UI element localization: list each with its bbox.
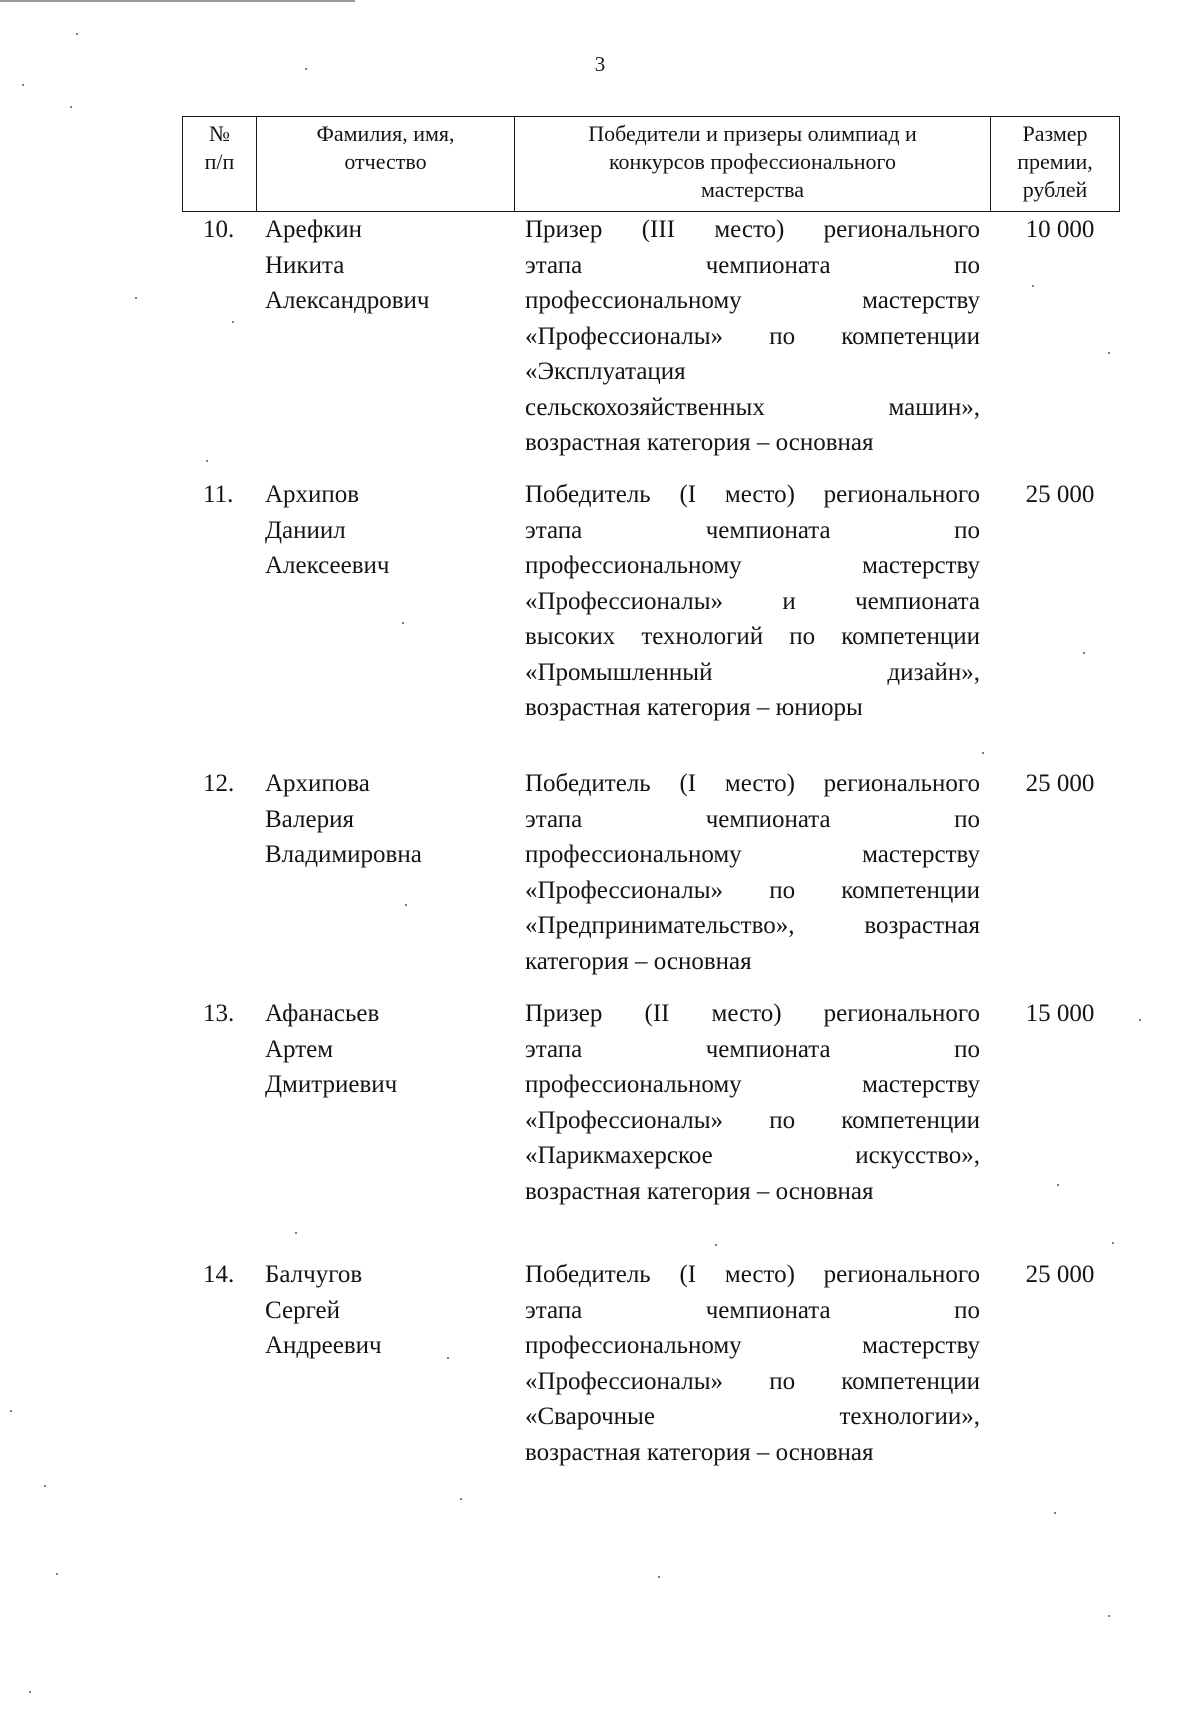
description-line: «Профессионалы» по компетенции xyxy=(525,322,980,350)
description-line: «Профессионалы» и чемпионата xyxy=(525,587,980,615)
header-cell-number xyxy=(183,117,257,212)
row-full-name xyxy=(265,477,505,584)
description-line: профессиональному мастерству xyxy=(525,552,980,579)
description-line: профессиональному мастерству xyxy=(525,287,980,314)
scan-speck xyxy=(295,1232,297,1234)
description-line: сельскохозяйственных машин», xyxy=(525,393,980,421)
header-text-line: конкурсов профессионального xyxy=(608,149,896,174)
row-description xyxy=(525,996,980,1209)
scan-speck xyxy=(70,106,72,108)
row-description xyxy=(525,477,980,726)
header-text-line: отчество xyxy=(344,149,427,174)
scan-edge-line xyxy=(0,0,355,2)
first-name: Артем xyxy=(265,1035,334,1063)
description-line: «Сварочные технологии», xyxy=(525,1403,980,1430)
description-line: «Профессионалы» по компетенции xyxy=(525,1367,980,1395)
description-line: возрастная категория – основная xyxy=(525,429,874,456)
scan-speck xyxy=(715,1244,717,1246)
description-line: профессиональному мастерству xyxy=(525,1332,980,1359)
header-text-line: мастерства xyxy=(701,177,804,202)
description-line: Победитель (I место) регионального xyxy=(525,770,980,797)
description-line: Победитель (I место) регионального xyxy=(525,1261,980,1288)
first-name: Валерия xyxy=(265,805,354,833)
description-line: «Профессионалы» по компетенции xyxy=(525,1106,980,1134)
scan-speck xyxy=(1108,352,1110,354)
scan-speck xyxy=(402,622,404,624)
first-name: Никита xyxy=(265,251,345,279)
description-line: возрастная категория – юниоры xyxy=(525,694,863,721)
header-text-line: Фамилия, имя, xyxy=(316,121,455,146)
description-line: Победитель (I место) регионального xyxy=(525,481,980,508)
header-text-line: п/п xyxy=(204,149,235,174)
description-line: Призер (II место) регионального xyxy=(525,1000,980,1027)
scan-speck xyxy=(1057,1184,1059,1186)
description-line: этапа чемпионата по xyxy=(525,805,980,833)
surname: Балчугов xyxy=(265,1261,363,1288)
scan-speck xyxy=(22,84,24,86)
row-amount: 25 000 xyxy=(1025,770,1095,797)
description-line: «Профессионалы» по компетенции xyxy=(525,876,980,904)
row-full-name xyxy=(265,996,505,1103)
surname: Афанасьев xyxy=(265,1000,380,1027)
patronymic: Андреевич xyxy=(265,1332,382,1359)
surname: Арефкин xyxy=(265,216,363,243)
scan-speck xyxy=(982,752,984,754)
description-line: этапа чемпионата по xyxy=(525,516,980,544)
header-cell-name xyxy=(257,117,515,212)
scan-speck xyxy=(135,297,137,299)
description-line: этапа чемпионата по xyxy=(525,1035,980,1063)
header-cell-amount xyxy=(991,117,1120,212)
description-line: категория – основная xyxy=(525,947,752,975)
row-number: 12. xyxy=(203,770,235,797)
row-description xyxy=(525,212,980,461)
scan-speck xyxy=(658,1576,660,1578)
description-line: Призер (III место) регионального xyxy=(525,216,980,243)
first-name: Сергей xyxy=(265,1296,340,1324)
header-text-line: Размер xyxy=(1022,121,1088,146)
scan-speck xyxy=(1139,1019,1141,1021)
row-amount: 15 000 xyxy=(1025,1000,1095,1027)
scan-speck xyxy=(232,321,234,323)
row-number: 13. xyxy=(203,1000,235,1027)
row-full-name xyxy=(265,766,505,873)
scan-speck xyxy=(1054,1512,1056,1514)
patronymic: Дмитриевич xyxy=(265,1071,398,1098)
description-line: «Предпринимательство», возрастная xyxy=(525,912,980,939)
header-cell-description xyxy=(515,117,991,212)
patronymic: Владимировна xyxy=(265,841,422,868)
surname: Архипов xyxy=(265,481,360,508)
header-text-line: премии, xyxy=(1017,149,1093,174)
scan-speck xyxy=(405,904,407,906)
description-line: этапа чемпионата по xyxy=(525,1296,980,1324)
description-line: «Промышленный дизайн», xyxy=(525,658,980,686)
row-full-name xyxy=(265,212,505,319)
header-text-line: № xyxy=(209,121,230,146)
patronymic: Александрович xyxy=(265,287,430,314)
scan-speck xyxy=(29,1691,31,1693)
scan-speck xyxy=(56,1573,58,1575)
description-line: высоких технологий по компетенции xyxy=(525,623,980,650)
description-line: этапа чемпионата по xyxy=(525,251,980,279)
row-amount: 25 000 xyxy=(1025,1261,1095,1288)
row-amount: 25 000 xyxy=(1025,481,1095,508)
scan-speck xyxy=(10,1410,12,1412)
row-number: 10. xyxy=(203,216,235,243)
scan-speck xyxy=(206,460,208,462)
page-number: 3 xyxy=(594,52,606,76)
header-text-line: Победители и призеры олимпиад и xyxy=(588,121,917,146)
surname: Архипова xyxy=(265,770,370,797)
row-number: 11. xyxy=(203,481,234,508)
table-header xyxy=(182,116,1120,212)
description-line: профессиональному мастерству xyxy=(525,841,980,868)
scan-speck xyxy=(1112,1242,1114,1244)
description-line: возрастная категория – основная xyxy=(525,1438,874,1466)
scan-speck xyxy=(76,33,78,35)
description-line: «Эксплуатация xyxy=(525,358,686,385)
row-amount: 10 000 xyxy=(1025,216,1095,243)
description-line: профессиональному мастерству xyxy=(525,1071,980,1098)
header-text-line: рублей xyxy=(1022,177,1088,202)
row-full-name xyxy=(265,1257,505,1364)
row-description xyxy=(525,766,980,979)
description-line: возрастная категория – основная xyxy=(525,1177,874,1205)
scan-speck xyxy=(44,1485,46,1487)
patronymic: Алексеевич xyxy=(265,552,390,579)
description-line: «Парикмахерское искусство», xyxy=(525,1142,980,1169)
scan-speck xyxy=(1032,285,1034,287)
scan-speck xyxy=(460,1498,462,1500)
scan-speck xyxy=(1083,652,1085,654)
row-number: 14. xyxy=(203,1261,235,1288)
scan-speck xyxy=(1108,1615,1110,1617)
first-name: Даниил xyxy=(265,516,346,544)
row-description xyxy=(525,1257,980,1470)
